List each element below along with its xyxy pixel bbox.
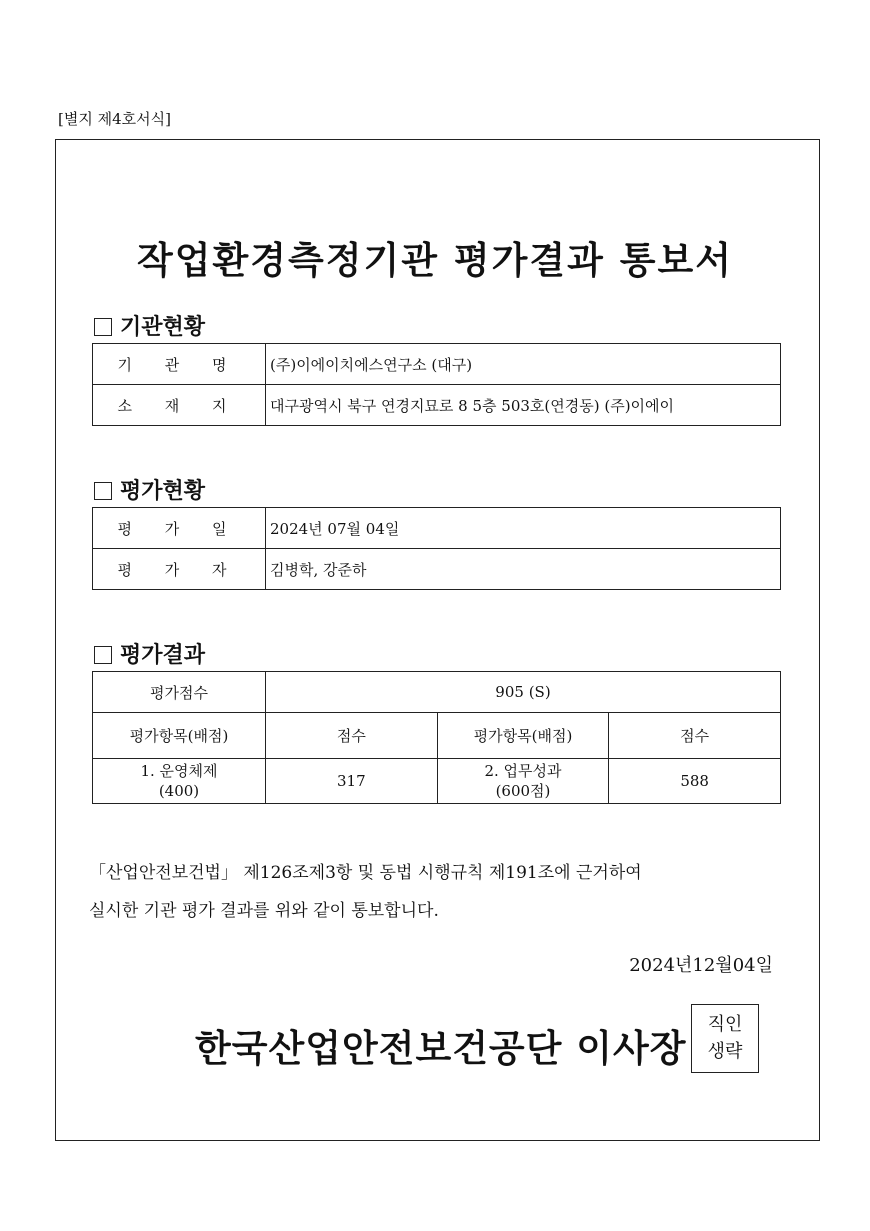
header-score-2: 점수 — [609, 713, 781, 759]
section-eval-result-title: 평가결과 — [120, 642, 206, 668]
score-value: 905 (S) — [266, 672, 781, 713]
item-operation-system — [93, 759, 266, 804]
document-title: 작업환경측정기관 평가결과 통보서 — [137, 238, 733, 282]
eval-status-table — [92, 507, 781, 590]
seal-line-2: 생략 — [707, 1041, 743, 1062]
item-work-performance — [437, 759, 609, 804]
section-eval-status-title: 평가현황 — [120, 478, 206, 504]
item-work-performance-points: (600점) — [495, 782, 551, 800]
header-item-1: 평가항목(배점) — [93, 713, 266, 759]
issue-date: 2024년12월04일 — [629, 955, 773, 976]
section-eval-status-heading — [94, 474, 205, 505]
issuer-name: 한국산업안전보건공단 이사장 — [195, 1026, 687, 1070]
section-org-title: 기관현황 — [120, 314, 206, 340]
section-eval-result-heading — [94, 638, 205, 669]
org-name-value: (주)이에이치에스연구소 (대구) — [266, 344, 781, 385]
eval-result-table — [92, 671, 781, 804]
eval-date-label: 평 가 일 — [93, 508, 266, 549]
score-label: 평가점수 — [93, 672, 266, 713]
table-row — [93, 385, 781, 426]
org-address-label: 소 재 지 — [93, 385, 266, 426]
eval-date-value: 2024년 07월 04일 — [266, 508, 781, 549]
table-row — [93, 713, 781, 759]
item-operation-system-name: 1. 운영체제 — [140, 762, 218, 780]
item-operation-system-points: (400) — [158, 782, 200, 800]
statement-line-2: 실시한 기관 평가 결과를 위와 같이 통보합니다. — [89, 901, 439, 921]
org-table — [92, 343, 781, 426]
evaluator-label: 평 가 자 — [93, 549, 266, 590]
table-row — [93, 344, 781, 385]
statement-line-1: 「산업안전보건법」 제126조제3항 및 동법 시행규칙 제191조에 근거하여 — [89, 863, 642, 883]
checkbox-square-icon — [94, 482, 112, 500]
checkbox-square-icon — [94, 318, 112, 336]
section-org-heading — [94, 310, 205, 341]
table-row — [93, 549, 781, 590]
item-work-performance-name: 2. 업무성과 — [484, 762, 562, 780]
table-row — [93, 759, 781, 804]
table-row — [93, 672, 781, 713]
header-item-2: 평가항목(배점) — [437, 713, 609, 759]
item-work-performance-score: 588 — [609, 759, 781, 804]
checkbox-square-icon — [94, 646, 112, 664]
item-operation-system-score: 317 — [266, 759, 438, 804]
form-number: [별지 제4호서식] — [58, 110, 171, 128]
table-row — [93, 508, 781, 549]
evaluator-value: 김병학, 강준하 — [266, 549, 781, 590]
header-score-1: 점수 — [266, 713, 438, 759]
org-address-value: 대구광역시 북구 연경지묘로 8 5층 503호(연경동) (주)이에이 — [266, 385, 781, 426]
org-name-label: 기 관 명 — [93, 344, 266, 385]
seal-box — [691, 1004, 759, 1073]
seal-line-1: 직인 — [707, 1014, 743, 1035]
